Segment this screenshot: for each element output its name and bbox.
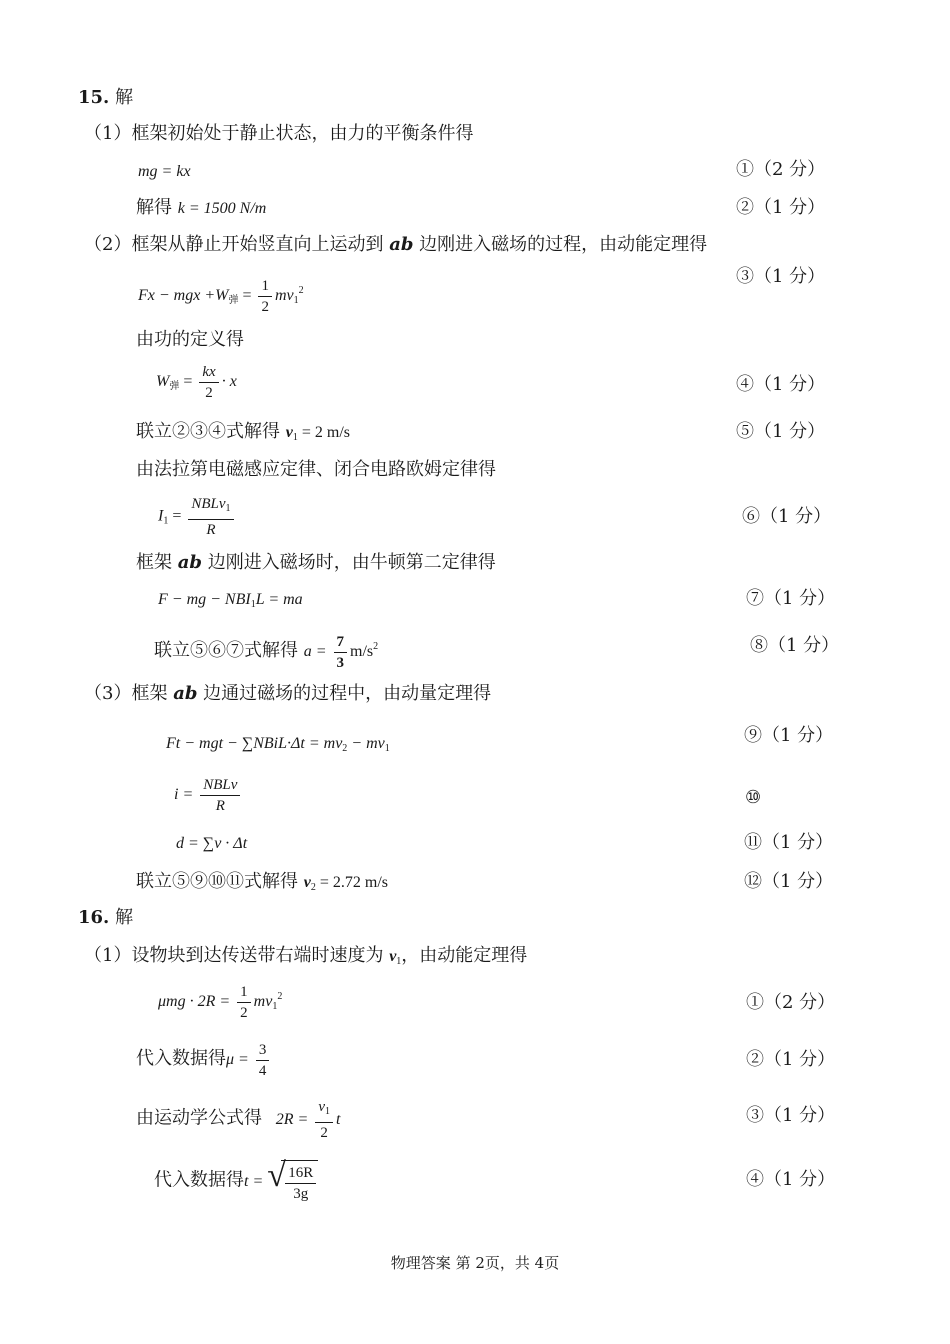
q15-line5 — [136, 420, 350, 450]
q16-line3-num-wrap — [315, 1097, 333, 1123]
q15-tag6: ⑥（1 分） — [742, 506, 832, 527]
q15-eq3-num: 1 — [258, 276, 272, 297]
q15-line5-text: 联立②③④式解得 — [136, 421, 280, 442]
q15-line5-sub: 1 — [292, 432, 298, 443]
q15-line12-sub: 2 — [310, 882, 316, 893]
q15-eq4-left: W — [156, 373, 170, 391]
q15-eq3-left: Fx − mgx +W — [138, 287, 229, 305]
q15-eq6-num-wrap — [188, 494, 233, 520]
q16-part1-text-a: 设物块到达传送带右端时速度为 — [131, 945, 390, 966]
q16-part1-v1-sub: 1 — [396, 956, 402, 967]
q16-heading — [78, 906, 133, 930]
q16-line2-num: 3 — [256, 1040, 270, 1061]
q15-eq3 — [138, 276, 304, 317]
q16-line3-text: 由运动学公式得 — [136, 1107, 262, 1129]
q16-eq1 — [158, 982, 282, 1023]
q15-title: 解 — [115, 87, 134, 108]
q16-line3-num: v — [318, 1099, 325, 1115]
q15-line8-fraction — [334, 632, 348, 673]
q16-tag1: ①（2 分） — [746, 992, 836, 1013]
q15-eq7 — [158, 588, 303, 617]
q15-tag9: ⑨（1 分） — [744, 725, 834, 746]
q15-line8-text: 联立⑤⑥⑦式解得 — [154, 640, 298, 662]
q16-eq1-den: 2 — [240, 1005, 248, 1021]
q15-eq3-right-sup: 2 — [298, 285, 304, 297]
q15-line8-a: a = — [303, 643, 331, 661]
q16-part1-label: （1） — [84, 945, 132, 966]
q15-tag11: ⑪（1 分） — [744, 832, 834, 853]
q15-line12 — [136, 870, 388, 900]
q15-part3-statement — [84, 682, 491, 706]
page-footer: 物理答案 第 2页，共 4页 — [390, 1254, 560, 1272]
q16-eq1-num: 1 — [237, 982, 251, 1003]
q16-line3-fraction — [315, 1097, 333, 1143]
q15-line8-num: 7 — [334, 632, 348, 653]
q15-part1-label: （1） — [84, 123, 132, 144]
q15-part3-ab: ab — [173, 683, 198, 704]
q15-eq3-den: 2 — [261, 299, 269, 315]
q15-part1-text: 框架初始处于静止状态，由力的平衡条件得 — [131, 123, 474, 144]
q15-line5-value: = 2 m/s — [297, 424, 350, 441]
q15-part3-text-b: 边通过磁场的过程中，由动量定理得 — [197, 683, 492, 704]
q16-eq1-fraction — [237, 982, 251, 1023]
q15-tag8: ⑧（1 分） — [750, 635, 840, 656]
q15-tag2: ②（1 分） — [736, 197, 826, 218]
q16-line2 — [136, 1040, 272, 1081]
q16-line4-sqrt — [267, 1157, 318, 1204]
q15-eq10-left: i = — [174, 786, 198, 804]
q15-part2-label: （2） — [84, 234, 132, 255]
q15-eq6-fraction — [188, 494, 233, 540]
q15-eq3-equals: = — [238, 287, 256, 305]
q15-eq4-fraction — [199, 362, 218, 403]
q15-eq4 — [156, 362, 237, 403]
q15-tag1: ①（2 分） — [736, 159, 826, 180]
q15-part2-statement — [84, 233, 707, 257]
q15-eq9 — [166, 732, 390, 761]
q15-line8 — [154, 632, 378, 673]
q15-eq7-left: F − mg − NBI — [158, 591, 251, 608]
q15-eq10-den: R — [215, 798, 225, 814]
q15-eq7-sub: 1 — [250, 599, 256, 610]
q15-line8-den: 3 — [336, 655, 345, 671]
q15-line12-text: 联立⑤⑨⑩⑪式解得 — [136, 871, 298, 892]
q16-part1-v1: v — [389, 948, 397, 965]
q15-eq9-sub2: 2 — [342, 743, 348, 754]
q15-eq6-num-sub: 1 — [225, 503, 231, 514]
q15-part2-ab: ab — [389, 234, 414, 255]
q16-line4-num: 16R — [285, 1163, 316, 1184]
q16-line4-a: t = — [244, 1172, 268, 1190]
q16-part1-text-b: ，由动能定理得 — [401, 945, 528, 966]
q15-line12-v: v — [303, 874, 311, 891]
q15-newton-line — [136, 551, 496, 575]
q16-line3-a: 2R = — [275, 1110, 313, 1128]
q16-line4-fraction — [285, 1163, 316, 1204]
q16-line3-right: t — [335, 1110, 341, 1128]
q15-eq4-num: kx — [199, 362, 218, 383]
q15-eq6-sub: 1 — [163, 515, 169, 527]
q15-number: 15. — [78, 87, 110, 108]
q16-tag4: ④（1 分） — [746, 1169, 836, 1190]
q16-line4-text: 代入数据得 — [154, 1169, 244, 1191]
q15-eq2-prefix: 解得 — [136, 197, 172, 218]
q16-line3 — [136, 1097, 340, 1143]
q15-eq6-left: I — [158, 507, 164, 525]
q15-eq10-fraction — [200, 775, 240, 816]
q15-part3-text-a: 框架 — [131, 683, 174, 704]
q15-eq7-rest: L = ma — [255, 591, 303, 608]
q15-eq6-equals: = — [168, 507, 186, 525]
q16-number: 16. — [78, 907, 110, 928]
q15-eq1: mg = kx — [138, 163, 191, 180]
q15-tag4: ④（1 分） — [736, 374, 826, 395]
q16-line4-den: 3g — [293, 1186, 309, 1202]
q16-tag3: ③（1 分） — [746, 1105, 836, 1126]
q16-line3-num-sub: 1 — [324, 1106, 330, 1117]
q15-eq3-sub: 弹 — [228, 295, 239, 307]
q16-eq1-right-sub: 1 — [272, 1001, 278, 1013]
q15-faraday-line: 由法拉第电磁感应定律、闭合电路欧姆定律得 — [136, 459, 496, 480]
q15-newton-ab: ab — [177, 552, 202, 573]
q16-line4 — [154, 1157, 318, 1204]
q15-line12-value: = 2.72 m/s — [315, 874, 388, 891]
q16-part1-statement — [84, 944, 527, 974]
q16-line3-den: 2 — [320, 1125, 328, 1141]
q15-line5-v: v — [285, 424, 293, 441]
q15-part2-text-b: 边刚进入磁场的过程，由动能定理得 — [413, 234, 708, 255]
q15-eq2-formula: k = 1500 N/m — [177, 200, 267, 217]
q16-eq1-right: mv — [253, 993, 273, 1011]
q15-tag3: ③（1 分） — [736, 266, 826, 287]
q15-eq6-den: R — [206, 522, 216, 538]
q16-line2-den: 4 — [258, 1063, 267, 1079]
q16-eq1-right-sup: 2 — [277, 991, 283, 1003]
q15-eq4-sub: 弹 — [169, 381, 180, 393]
q15-heading — [78, 86, 133, 110]
q15-tag12: ⑫（1 分） — [744, 871, 834, 892]
q15-eq10 — [174, 775, 243, 816]
q15-eq11: d = ∑v · Δt — [176, 835, 248, 852]
q15-tag5: ⑤（1 分） — [736, 421, 826, 442]
q16-line2-text: 代入数据得 — [136, 1048, 226, 1070]
q16-line2-a: μ = — [226, 1051, 253, 1069]
q15-eq3-right-sub: 1 — [293, 295, 299, 307]
q15-eq4-den: 2 — [205, 385, 213, 401]
q15-line8-sup: 2 — [373, 641, 379, 653]
q15-tag10: ⑩ — [745, 787, 762, 808]
q15-line8-unit: m/s — [350, 643, 374, 661]
q15-newton-text-b: 边刚进入磁场时，由牛顿第二定律得 — [201, 552, 496, 573]
q15-eq9-left: Ft − mgt − ∑NBiL·Δt = mv — [166, 735, 343, 752]
q15-eq9-mid: − mv — [347, 735, 385, 752]
q15-eq3-right: mv — [274, 287, 294, 305]
q15-eq2 — [136, 196, 266, 221]
q15-part3-label: （3） — [84, 683, 132, 704]
q16-tag2: ②（1 分） — [746, 1049, 836, 1070]
q15-eq4-equals: = — [179, 373, 197, 391]
q15-tag7: ⑦（1 分） — [746, 588, 836, 609]
q16-eq1-left: μmg · 2R = — [158, 993, 235, 1011]
q15-newton-text-a: 框架 — [136, 552, 178, 573]
q16-line2-fraction — [256, 1040, 270, 1081]
q15-part2-text-a: 框架从静止开始竖直向上运动到 — [131, 234, 390, 255]
q15-eq10-num: NBLv — [200, 775, 240, 796]
q15-work-definition: 由功的定义得 — [136, 329, 244, 350]
q15-eq9-sub1: 1 — [384, 743, 390, 754]
q15-eq4-right: · x — [221, 373, 237, 391]
q15-part1-statement — [84, 122, 473, 146]
q16-title: 解 — [115, 907, 134, 928]
q15-eq6 — [158, 494, 237, 540]
q15-eq3-fraction — [258, 276, 272, 317]
sqrt-radical-icon: √ — [267, 1157, 286, 1194]
q15-eq6-num: NBLv — [191, 496, 226, 512]
